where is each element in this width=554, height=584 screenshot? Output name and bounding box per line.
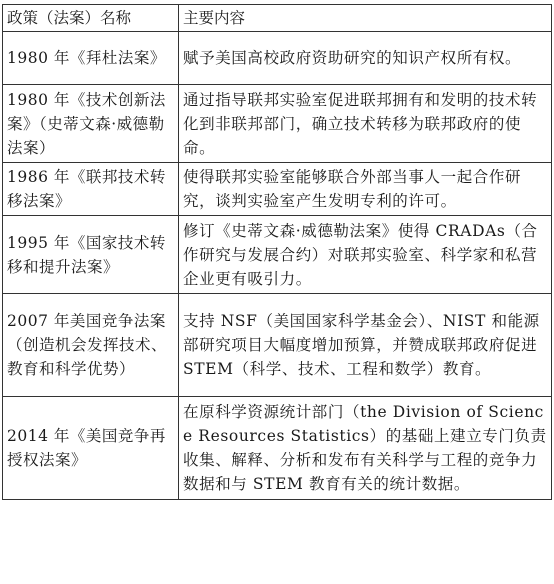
- content-cell: 修订《史蒂文森·威德勒法案》使得 CRADAs（合作研究与发展合约）对联邦实验室、科学家和私营企业更有吸引力。: [179, 216, 552, 294]
- law-name-cell: 1980 年《拜杜法案》: [3, 32, 179, 85]
- table-row: [3, 85, 552, 163]
- header-row: [3, 5, 552, 32]
- law-name-cell: 1980 年《技术创新法案》（史蒂文森·威德勒法案）: [3, 85, 179, 163]
- table-row: [3, 163, 552, 216]
- policy-table: [2, 4, 552, 500]
- content-cell: 在原科学资源统计部门（the Division of Science Resources Statistics）的基础上建立专门负责收集、解释、分析和发布有关科学与工程的竞争力数据和与 STEM 教育有关的统计数据。: [179, 397, 552, 500]
- content-cell: 赋予美国高校政府资助研究的知识产权所有权。: [179, 32, 552, 85]
- law-name-cell: 2007 年美国竞争法案（创造机会发挥技术、教育和科学优势）: [3, 294, 179, 397]
- table-row: [3, 294, 552, 397]
- law-name-cell: 1986 年《联邦技术转移法案》: [3, 163, 179, 216]
- table-row: [3, 397, 552, 500]
- table-header: [3, 5, 552, 32]
- law-name-cell: 2014 年《美国竞争再授权法案》: [3, 397, 179, 500]
- table-body: [3, 32, 552, 500]
- table-row: [3, 32, 552, 85]
- content-cell: 通过指导联邦实验室促进联邦拥有和发明的技术转化到非联邦部门，确立技术转移为联邦政府的使命。: [179, 85, 552, 163]
- header-main-content: 主要内容: [179, 5, 552, 32]
- table-row: [3, 216, 552, 294]
- header-law-name: 政策（法案）名称: [3, 5, 179, 32]
- content-cell: 支持 NSF（美国国家科学基金会）、NIST 和能源部研究项目大幅度增加预算，并赞成联邦政府促进 STEM（科学、技术、工程和数学）教育。: [179, 294, 552, 397]
- content-cell: 使得联邦实验室能够联合外部当事人一起合作研究，谈判实验室产生发明专利的许可。: [179, 163, 552, 216]
- law-name-cell: 1995 年《国家技术转移和提升法案》: [3, 216, 179, 294]
